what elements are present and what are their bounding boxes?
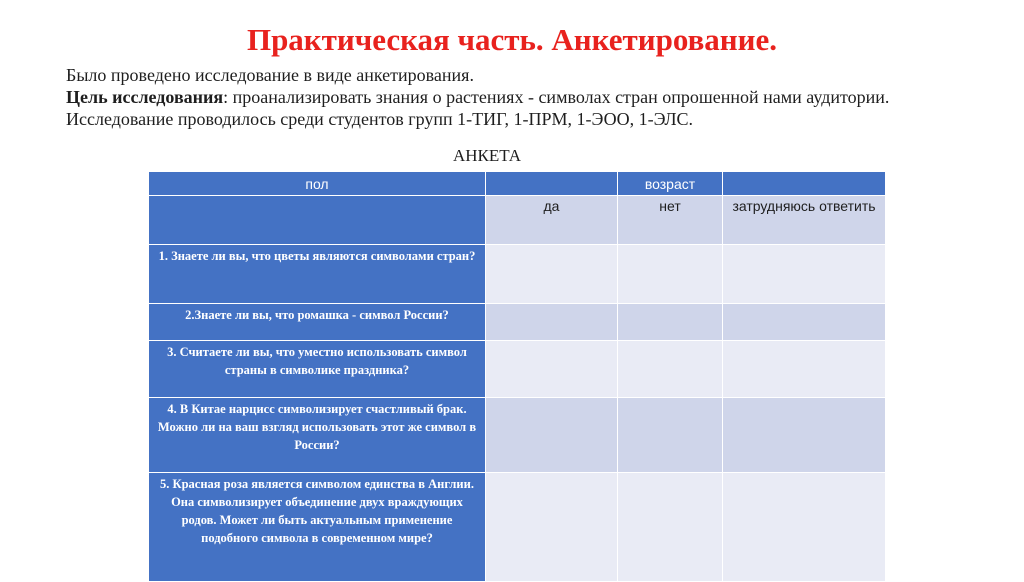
table-caption: АНКЕТА xyxy=(452,146,522,165)
answer-yes-cell xyxy=(486,245,618,304)
header-age: возраст xyxy=(618,172,723,196)
header-gender: пол xyxy=(149,172,486,196)
answer-yes-cell xyxy=(486,398,618,473)
table-row xyxy=(149,398,886,473)
table-row xyxy=(149,245,886,304)
table-row xyxy=(149,473,886,582)
answer-hard-cell xyxy=(723,304,886,341)
answer-yes-cell xyxy=(486,473,618,582)
subheader-hard: затрудняюсь ответить xyxy=(723,196,886,245)
page-title: Практическая часть. Анкетирование. xyxy=(246,22,778,57)
subheader-yes: да xyxy=(486,196,618,245)
header-blank-1 xyxy=(486,172,618,196)
intro-goal xyxy=(66,86,996,108)
goal-text: : проанализировать знания о растениях - символах стран опрошенной нами аудитории. xyxy=(223,87,890,107)
answer-hard-cell xyxy=(723,398,886,473)
subheader-blank xyxy=(149,196,486,245)
intro-text xyxy=(66,64,996,130)
answer-hard-cell xyxy=(723,341,886,398)
answer-no-cell xyxy=(618,341,723,398)
intro-line-1: Было проведено исследование в виде анкетирования. xyxy=(66,65,474,85)
answer-hard-cell xyxy=(723,245,886,304)
intro-line-3: Исследование проводилось среди студентов групп 1-ТИГ, 1-ПРМ, 1-ЭОО, 1-ЭЛС. xyxy=(66,109,694,129)
answer-no-cell xyxy=(618,473,723,582)
answer-hard-cell xyxy=(723,473,886,582)
question-cell: 2.Знаете ли вы, что ромашка - символ России? xyxy=(149,304,486,341)
question-cell: 5. Красная роза является символом единства в Англии. Она символизирует объединение двух враждующих родов. Может ли быть актуальным применение подобного символа в современном мире? xyxy=(149,473,486,582)
answer-no-cell xyxy=(618,304,723,341)
answer-yes-cell xyxy=(486,341,618,398)
table-row xyxy=(149,341,886,398)
goal-label: Цель исследования xyxy=(66,87,224,107)
table-header-row xyxy=(149,172,886,196)
question-cell: 1. Знаете ли вы, что цветы являются символами стран? xyxy=(149,245,486,304)
table-row xyxy=(149,304,886,341)
header-blank-2 xyxy=(723,172,886,196)
answer-no-cell xyxy=(618,245,723,304)
question-cell: 3. Считаете ли вы, что уместно использовать символ страны в символике праздника? xyxy=(149,341,486,398)
question-cell: 4. В Китае нарцисс символизирует счастливый брак. Можно ли на ваш взгляд использовать этот же символ в России? xyxy=(149,398,486,473)
survey-table xyxy=(148,171,886,582)
table-subheader-row xyxy=(149,196,886,245)
answer-no-cell xyxy=(618,398,723,473)
answer-yes-cell xyxy=(486,304,618,341)
subheader-no: нет xyxy=(618,196,723,245)
